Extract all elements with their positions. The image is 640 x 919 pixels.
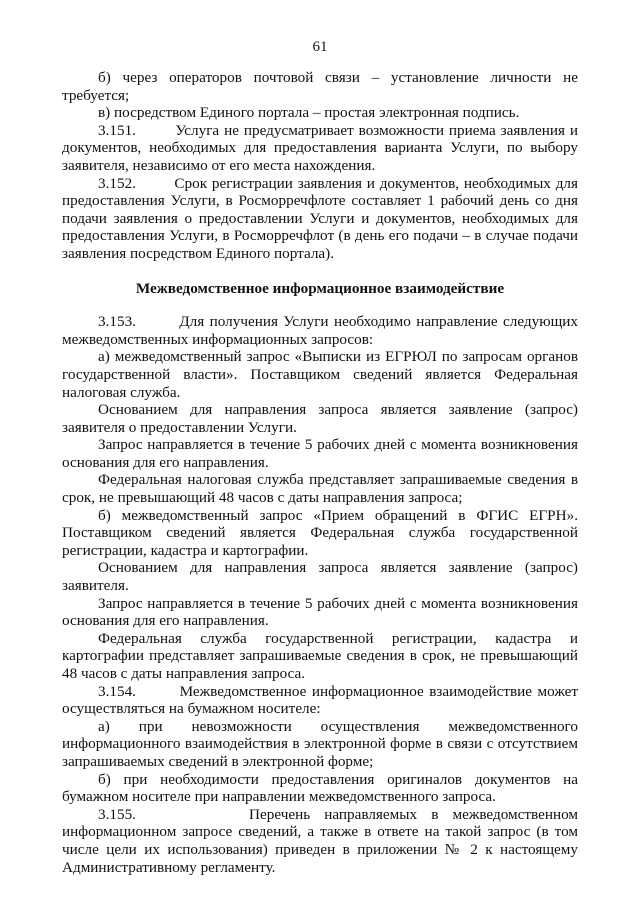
paragraph: 3.153. Для получения Услуги необходимо направление следующих межведомственных информационных запросов:	[62, 313, 582, 348]
paragraph: б) межведомственный запрос «Прием обращений в ФГИС ЕГРН». Поставщиком сведений является Федеральная служба государственной регистрации, кадастра и картографии.	[62, 506, 582, 559]
paragraph: Федеральная служба государственной регистрации, кадастра и картографии представляет запрашиваемые сведения в срок, не превышающий 48 часов с даты направления запроса.	[62, 629, 582, 682]
paragraph: Запрос направляется в течение 5 рабочих дней с момента возникновения основания для его направления.	[62, 594, 582, 630]
paragraph: 3.154. Межведомственное информационное взаимодействие может осуществляться на бумажном носителе:	[62, 682, 582, 718]
paragraph: Федеральная налоговая служба представляет запрашиваемые сведения в срок, не превышающий 48 часов с даты направления запроса;	[62, 471, 582, 507]
paragraph: Основанием для направления запроса является заявление (запрос) заявителя о предоставлении Услуги.	[62, 401, 582, 436]
document-body	[62, 69, 582, 876]
paragraph: Запрос направляется в течение 5 рабочих дней с момента возникновения основания для его направления.	[62, 436, 582, 471]
paragraph: б) при необходимости предоставления оригиналов документов на бумажном носителе при направлении межведомственного запроса.	[62, 770, 582, 806]
paragraph: Основанием для направления запроса является заявление (запрос) заявителя.	[62, 559, 582, 595]
paragraph: в) посредством Единого портала – простая электронная подпись.	[98, 104, 520, 122]
paragraph: а) при невозможности осуществления межведомственного информационного взаимодействия в электронной форме в связи с отсутствием запрашиваемых сведений в электронной форме;	[62, 717, 582, 770]
page-number: 61	[312, 39, 328, 55]
section-heading: Межведомственное информационное взаимодействие	[135, 279, 505, 297]
paragraph: б) через операторов почтовой связи – установление личности не требуется;	[62, 69, 582, 104]
paragraph: а) межведомственный запрос «Выписки из ЕГРЮЛ по запросам органов государственной власти». Поставщиком сведений является Федеральная налоговая служба.	[62, 348, 582, 401]
paragraph: 3.151. Услуга не предусматривает возможности приема заявления и документов, необходимых для предоставления варианта Услуги, по выбору заявителя, независимо от его места нахождения.	[62, 121, 582, 174]
paragraph: 3.155. Перечень направляемых в межведомственном информационном запросе сведений, а также в ответе на такой запрос (в том числе цели их использования) приведен в приложении № 2 к настоящему Административному регламенту.	[62, 805, 582, 876]
paragraph: 3.152. Срок регистрации заявления и документов, необходимых для предоставления Услуги, в Росморречфлоте составляет 1 рабочий день со дня подачи заявления о предоставлении Услуги и документов, необходимых для предоставления Услуги, в Росморречфлот (в день его подачи – в случае подачи заявления посредством Единого портала).	[62, 174, 582, 262]
